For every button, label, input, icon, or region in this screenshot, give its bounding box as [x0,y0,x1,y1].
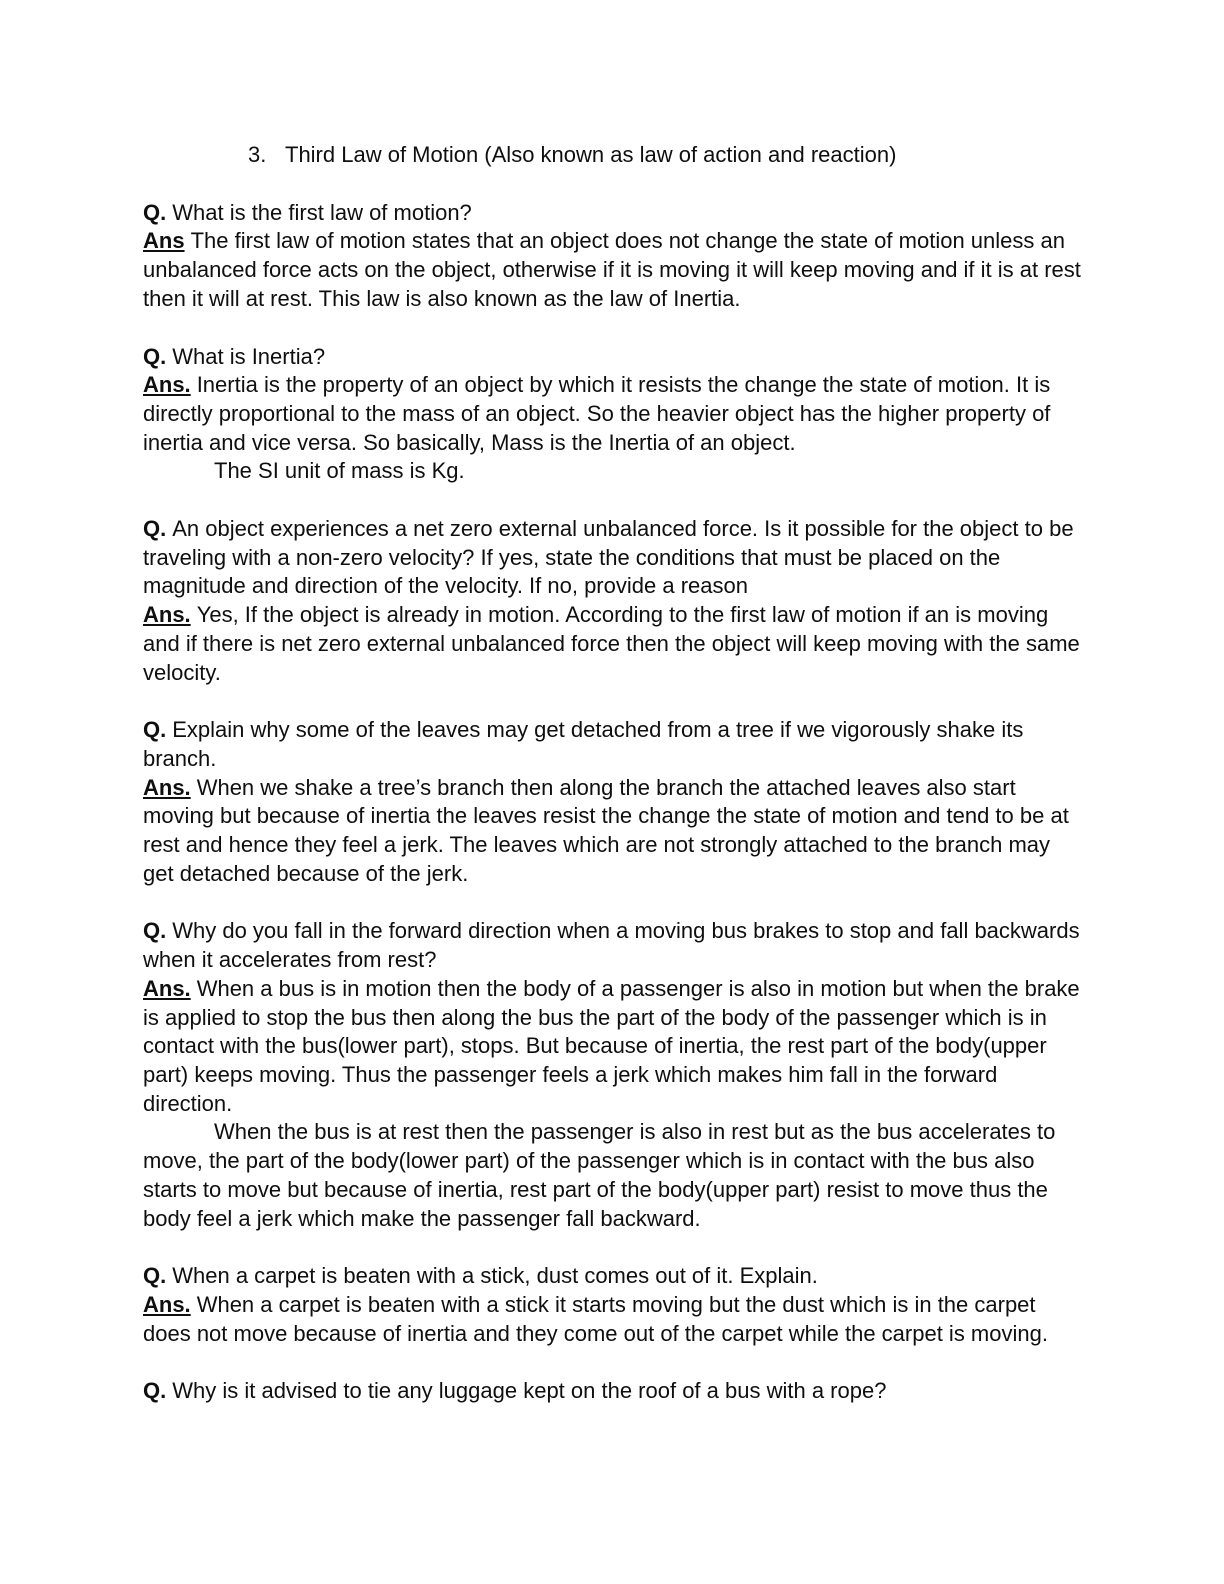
answer-text: When we shake a tree’s branch then along the branch the attached leaves also start moving but because of inertia the leaves resist the change the state of motion and tend to be at rest and hence they feel a jerk. The leaves which are not strongly attached to the branch may get detached because of the jerk. [143,774,1069,886]
answer-extra-paragraph: The SI unit of mass is Kg. [214,458,465,484]
answer-paragraph [143,1291,1081,1348]
answer-text: Yes, If the object is already in motion. According to the first law of motion if an is moving and if there is net zero external unbalanced force then the object will keep moving with the same velocity. [143,602,1080,685]
question-paragraph [143,1262,1081,1291]
question-label: Q. [143,1263,167,1289]
qa-block-luggage [143,1377,1081,1406]
question-paragraph [143,515,1081,601]
question-text: Why is it advised to tie any luggage kept on the roof of a bus with a rope? [172,1378,887,1404]
answer-label: Ans. [143,602,191,628]
question-text: What is the first law of motion? [172,199,472,225]
qa-block-net-zero-force [143,515,1081,687]
question-label: Q. [143,199,167,225]
question-text: What is Inertia? [172,343,326,369]
question-text: When a carpet is beaten with a stick, dust comes out of it. Explain. [172,1263,818,1289]
answer-extra-paragraph: When the bus is at rest then the passenger is also in rest but as the bus accelerates to move, the part of the body(lower part) of the passenger which is in contact with the bus also starts to move but because of inertia, rest part of the body(upper part) resist to move thus the body feel a jerk which make the passenger fall backward. [143,1119,1056,1231]
question-paragraph [143,199,1081,228]
heading-text: Third Law of Motion (Also known as law of action and reaction) [285,142,897,167]
answer-text: Inertia is the property of an object by which it resists the change the state of motion. It is directly proportional to the mass of an object. So the heavier object has the higher property of inertia and vice versa. So basically, Mass is the Inertia of an object. [143,372,1051,455]
answer-label: Ans. [143,372,191,398]
answer-label: Ans [143,228,185,254]
question-label: Q. [143,516,167,542]
qa-block-first-law [143,199,1081,314]
heading-list-number: 3. [248,142,267,167]
answer-paragraph [143,975,1081,1119]
qa-block-carpet [143,1262,1081,1348]
answer-paragraph [143,227,1081,313]
answer-paragraph [143,774,1081,889]
question-paragraph [143,716,1081,773]
answer-label: Ans. [143,774,191,800]
question-paragraph [143,1377,1081,1406]
answer-text: When a carpet is beaten with a stick it starts moving but the dust which is in the carpet does not move because of inertia and they come out of the carpet while the carpet is moving. [143,1291,1048,1346]
qa-block-bus-jerk [143,917,1081,1233]
question-text: Explain why some of the leaves may get detached from a tree if we vigorously shake its branch. [143,717,1024,771]
question-label: Q. [143,918,167,944]
answer-label: Ans. [143,975,191,1001]
question-paragraph [143,343,1081,372]
answer-paragraph [143,601,1081,687]
question-label: Q. [143,1378,167,1404]
answer-text: The first law of motion states that an object does not change the state of motion unless an unbalanced force acts on the object, otherwise if it is moving it will keep moving and if it is at rest then it will at rest. This law is also known as the law of Inertia. [143,228,1081,311]
qa-block-leaves [143,716,1081,888]
answer-paragraph [143,371,1081,457]
question-paragraph [143,917,1081,974]
question-label: Q. [143,343,167,369]
answer-label: Ans. [143,1291,191,1317]
question-text: Why do you fall in the forward direction when a moving bus brakes to stop and fall backwards when it accelerates from rest? [143,918,1080,973]
question-label: Q. [143,717,167,743]
answer-text: When a bus is in motion then the body of a passenger is also in motion but when the brake is applied to stop the bus then along the bus the part of the body of the passenger which is in contact with the bus(lower part), stops. But because of inertia, the rest part of the body(upper part) keeps moving. Thus the passenger feels a jerk which makes him fall in the forward direction. [143,975,1080,1116]
section-heading [143,141,1081,170]
qa-block-inertia [143,343,1081,487]
question-text: An object experiences a net zero external unbalanced force. Is it possible for the object to be traveling with a non-zero velocity? If yes, state the conditions that must be placed on the magnitude and direction of the velocity. If no, provide a reason [143,516,1074,599]
